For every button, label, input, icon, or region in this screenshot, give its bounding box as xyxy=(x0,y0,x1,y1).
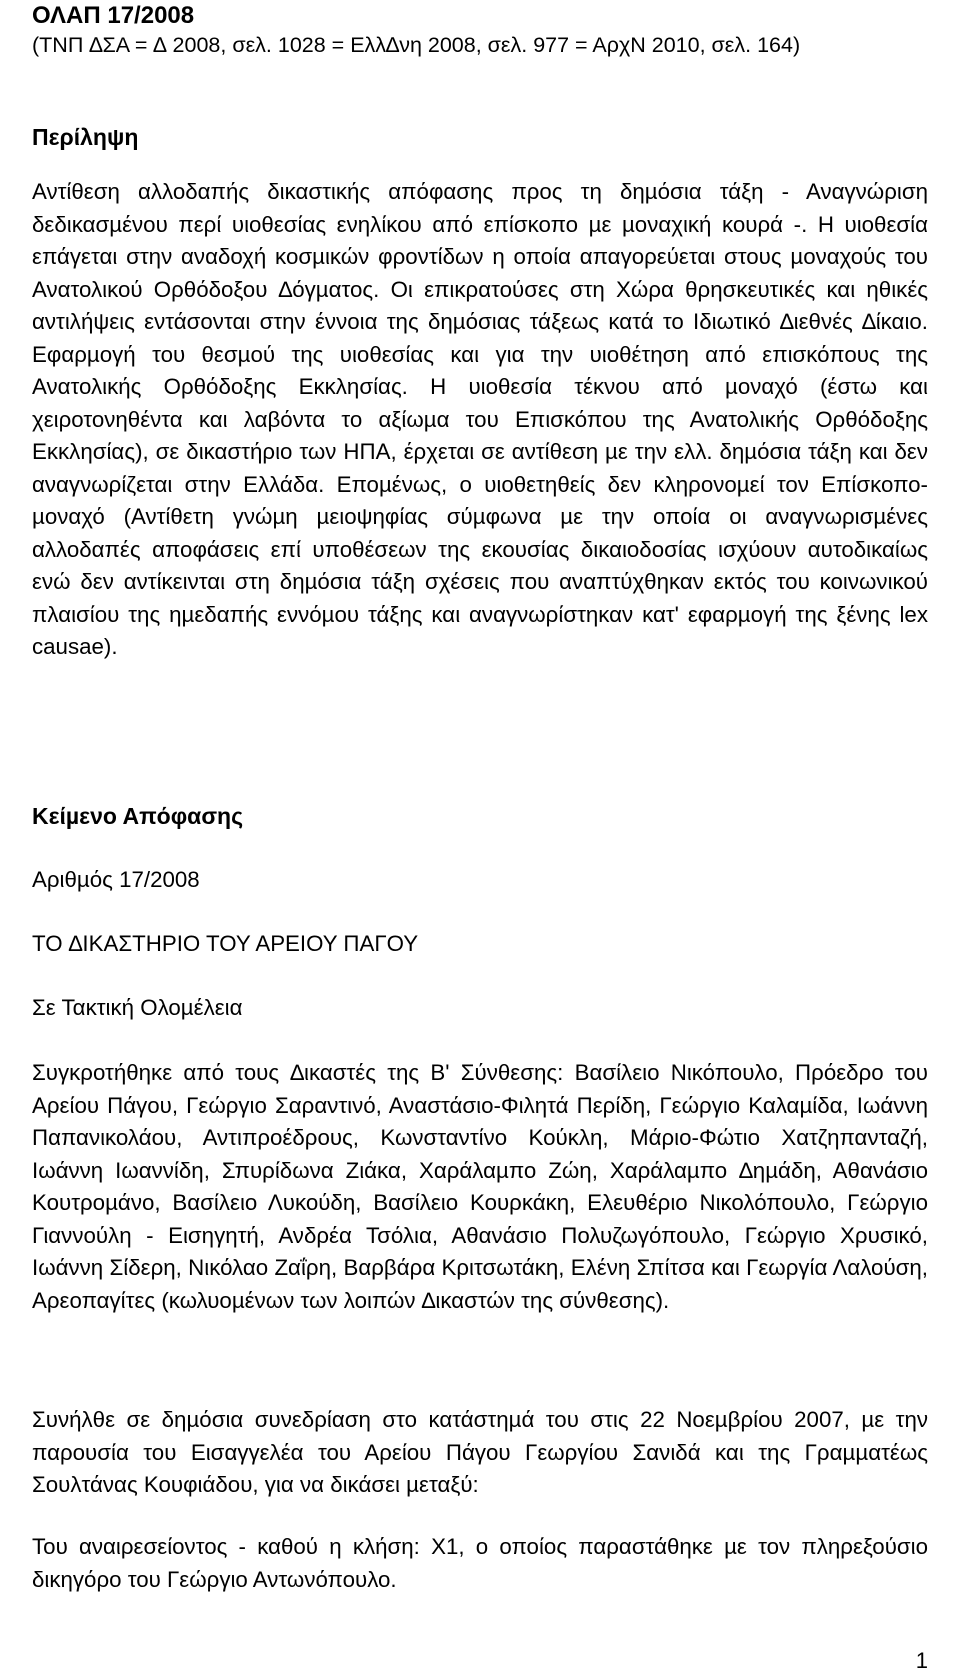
document-title: ΟΛΑΠ 17/2008 xyxy=(32,2,195,29)
parties-paragraph: Του αναιρεσείοντος - καθού η κλήση: Χ1, ο οποίος παραστάθηκε µε τον πληρεξούσιο δικηγόρο του Γεώργιο Αντωνόπουλο. xyxy=(32,1534,928,1592)
hearing-paragraph: Συνήλθε σε δηµόσια συνεδρίαση στο κατάστηµά του στις 22 Νοεµβρίου 2007, µε την παρουσία του Εισαγγελέα του Αρείου Πάγου Γεωργίου Σανιδά και της Γραµµατέως Σουλτάνας Κουφιάδου, για να δικάσει µεταξύ: xyxy=(32,1407,928,1497)
decision-number: Αριθµός 17/2008 xyxy=(32,867,200,892)
page-number: 1 xyxy=(915,1648,928,1673)
composition-paragraph: Συγκροτήθηκε από τους ∆ικαστές της Β' Σύνθεσης: Βασίλειο Νικόπουλο, Πρόεδρο του Αρείου Πάγου, Γεώργιο Σαραντινό, Αναστάσιο-Φιλητά Περίδη, Γεώργιο Καλαµίδα, Ιωάννη Παπανικολάου, Αντιπροέδρους, Κωνσταντίνο Κούκλη, Μάριο-Φώτιο Χατζηπανταζή, Ιωάννη Ιωαννίδη, Σπυρίδωνα Ζιάκα, Χαράλαµπο Ζώη, Χαράλαµπο ∆ηµάδη, Αθανάσιο Κουτροµάνο, Βασίλειο Λυκούδη, Βασίλειο Κουρκάκη, Ελευθέριο Νικολόπουλο, Γεώργιο Γιαννούλη - Εισηγητή, Ανδρέα Τσόλια, Αθανάσιο Πολυζωγόπουλο, Γεώργιο Χρυσικό, Ιωάννη Σίδερη, Νικόλαο Ζαΐρη, Βαρβάρα Κριτσωτάκη, Ελένη Σπίτσα και Γεωργία Λαλούση, Αρεοπαγίτες (κωλυοµένων των λοιπών ∆ικαστών της σύνθεσης). xyxy=(32,1060,928,1313)
document-page xyxy=(32,0,928,1678)
summary-heading: Περίληψη xyxy=(32,124,139,150)
court-name: ΤΟ ∆ΙΚΑΣΤΗΡΙΟ ΤΟΥ ΑΡΕΙΟΥ ΠΑΓΟΥ xyxy=(32,931,419,956)
decision-heading: Κείµενο Απόφασης xyxy=(32,803,244,829)
summary-paragraph: Αντίθεση αλλοδαπής δικαστικής απόφασης προς τη δηµόσια τάξη - Αναγνώριση δεδικασµένου περί υιοθεσίας ενηλίκου από επίσκοπο µε µοναχική κουρά -. Η υιοθεσία επάγεται στην αναδοχή κοσµικών φροντίδων η οποία απαγορεύεται στους µοναχούς του Ανατολικού Ορθόδοξου ∆όγµατος. Οι επικρατούσες στη Χώρα θρησκευτικές και ηθικές αντιλήψεις εντάσονται στην έννοια της δηµόσιας τάξεως κατά το Ιδιωτικό ∆ιεθνές ∆ίκαιο. Εφαρµογή του θεσµού της υιοθεσίας και για την υιοθέτηση από επισκόπους της Ανατολικής Ορθόδοξης Εκκλησίας. Η υιοθεσία τέκνου από µοναχό (έστω και χειροτονηθέντα και λαβόντα το αξίωµα του Επισκόπου της Ανατολικής Ορθόδοξης Εκκλησίας), σε δικαστήριο των ΗΠΑ, έρχεται σε αντίθεση µε την ελλ. δηµόσια τάξη και δεν αναγνωρίζεται στην Ελλάδα. Εποµένως, ο υιοθετηθείς δεν κληρονοµεί τον Επίσκοπο-µοναχό (Αντίθετη γνώµη µειοψηφίας σύµφωνα µε την οποία οι αναγνωρισµένες αλλοδαπές αποφάσεις επί υποθέσεων της εκουσίας δικαιοδοσίας ισχύουν αυτοδικαίως ενώ δεν αντίκεινται στη δηµόσια τάξη σχέσεις που αναπτύχθηκαν εκτός του κοινωνικού πλαισίου της ηµεδαπής εννόµου τάξης και αναγνωρίστηκαν κατ' εφαρµογή της ξένης lex causae). xyxy=(32,179,928,659)
citation-line: (ΤΝΠ ∆ΣΑ = ∆ 2008, σελ. 1028 = Ελλ∆νη 2008, σελ. 977 = ΑρχΝ 2010, σελ. 164) xyxy=(32,33,801,57)
session-type: Σε Τακτική Ολοµέλεια xyxy=(32,995,243,1020)
